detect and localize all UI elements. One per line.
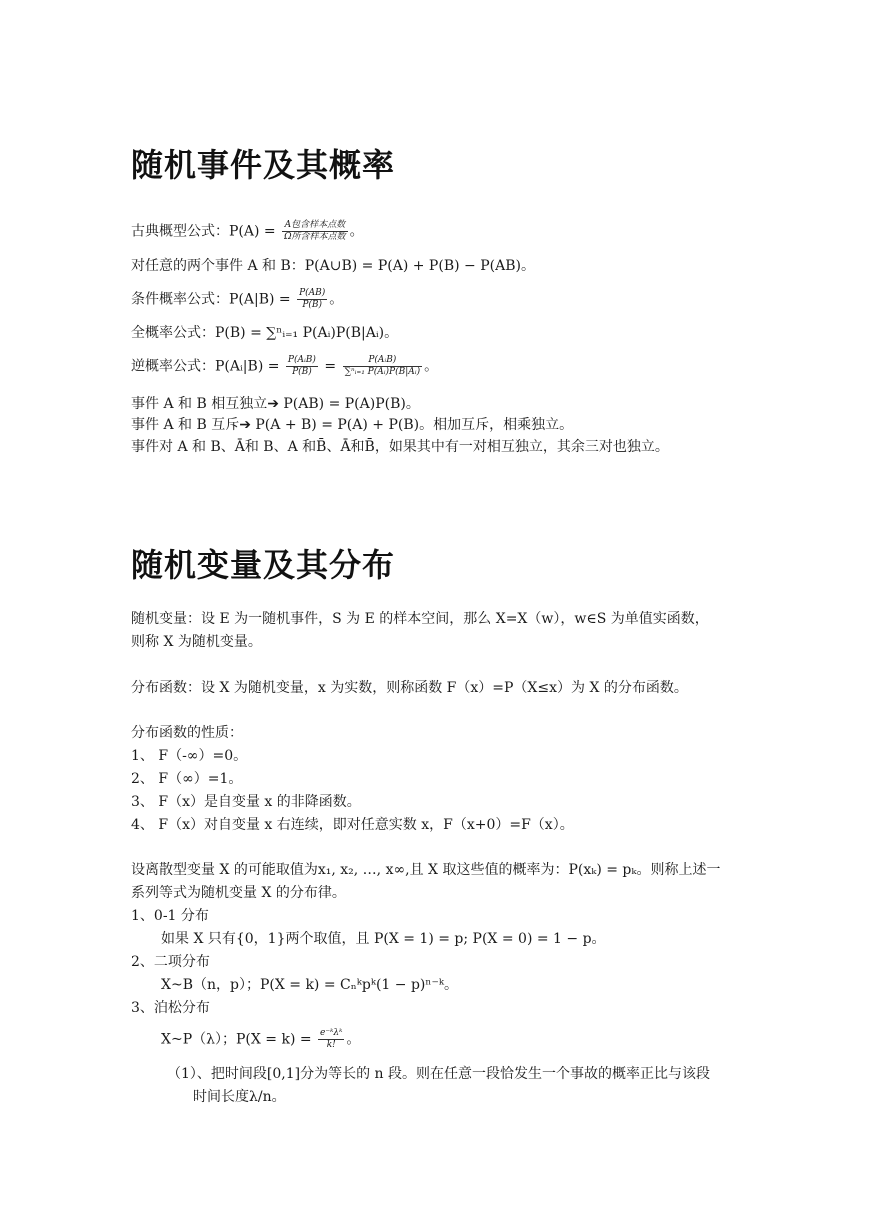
discrete-definition-line-1: 设离散型变量 X 的可能取值为x₁, x₂, …, x∞,且 X 取这些值的概率为：P(xₖ) = pₖ。则称上述一 bbox=[131, 862, 721, 878]
rv-definition-line-2: 则称 X 为随机变量。 bbox=[131, 634, 262, 650]
classical-label: 古典概型公式：P(A) = bbox=[131, 223, 281, 240]
poisson-fraction: $\frac{\text{e⁻ᵏλᵏ}}{k!}$ bbox=[320, 1028, 343, 1050]
rv-definition-line-1: 随机变量：设 E 为一随机事件，S 为 E 的样本空间，那么 X=X（w），w∈S 为单值实函数， bbox=[131, 611, 709, 627]
poisson-title: 3、泊松分布 bbox=[131, 1000, 210, 1016]
bernoulli-title: 1、0-1 分布 bbox=[131, 908, 209, 924]
poisson-note-line-2: 时间长度λ/n。 bbox=[193, 1089, 286, 1105]
cdf-properties-title: 分布函数的性质： bbox=[131, 725, 243, 741]
discrete-definition-line-2: 系列等式为随机变量 X 的分布律。 bbox=[131, 885, 346, 901]
cdf-property-2: 2、 F（∞）=1。 bbox=[131, 771, 243, 787]
cdf-property-4: 4、 F（x）对自变量 x 右连续，即对任意实数 x，F（x+0）=F（x）。 bbox=[131, 817, 574, 833]
classical-fraction: $\frac{\text{A包含样本点数}}{\text{Ω所含样本点数}}$ bbox=[284, 220, 346, 242]
cdf-property-3: 3、 F（x）是自变量 x 的非降函数。 bbox=[131, 794, 361, 810]
conditional-probability-formula: 条件概率公式：P(A|B) = $\frac{P(AB)}{P(B)}$ 。 bbox=[131, 288, 344, 310]
classical-probability-formula: 古典概型公式：P(A) = $\frac{\text{A包含样本点数}}{\text{Ω所含样本点数}}$ 。 bbox=[131, 220, 364, 242]
poisson-body: X~P（λ）；P(X = k) = $\frac{\text{e⁻ᵏλᵏ}}{k!}$ 。 bbox=[161, 1028, 361, 1050]
section-title-random-events: 随机事件及其概率 bbox=[131, 146, 396, 184]
inverse-fraction-2: $\frac{\text{P(AᵢB)}}{\text{∑ⁿᵢ₌₁ P(Aᵢ)P(B|Aᵢ)}}$ bbox=[344, 355, 421, 377]
event-pairs-line: 事件对 A 和 B、Ā和 B、A 和B̄、Ā和B̄，如果其中有一对相互独立，其余三对也独立。 bbox=[131, 439, 669, 455]
inverse-fraction-1: $\frac{\text{P(AᵢB)}}{P(B)}$ bbox=[287, 355, 316, 377]
binomial-body: X~B（n，p）；P(X = k) = Cₙᵏpᵏ(1 − p)ⁿ⁻ᵏ。 bbox=[161, 977, 458, 993]
poisson-note-line-1: （1）、把时间段[0,1]分为等长的 n 段。则在任意一段恰发生一个事故的概率正比与该段 bbox=[167, 1066, 711, 1082]
conditional-fraction: $\frac{P(AB)}{P(B)}$ bbox=[299, 288, 326, 310]
total-probability-formula: 全概率公式：P(B) = ∑ⁿᵢ₌₁ P(Aᵢ)P(B|Aᵢ)。 bbox=[131, 325, 399, 341]
bernoulli-body: 如果 X 只有{0，1}两个取值，且 P(X = 1) = p; P(X = 0) = 1 − p。 bbox=[161, 931, 606, 947]
two-events-formula: 对任意的两个事件 A 和 B：P(A∪B) = P(A) + P(B) − P(AB)。 bbox=[131, 258, 535, 274]
inverse-probability-formula: 逆概率公式：P(Aᵢ|B) = $\frac{\text{P(AᵢB)}}{P(B)}$ = $\frac{\text{P(AᵢB)}}{\text{∑ⁿᵢ₌₁ P(Aᵢ)P(B|Aᵢ)}}$ 。 bbox=[131, 355, 439, 377]
independence-line: 事件 A 和 B 相互独立➔ P(AB) = P(A)P(B)。 bbox=[131, 396, 420, 412]
binomial-title: 2、二项分布 bbox=[131, 954, 210, 970]
cdf-property-1: 1、 F（-∞）=0。 bbox=[131, 748, 248, 764]
section-title-random-variables: 随机变量及其分布 bbox=[131, 546, 396, 584]
cdf-definition: 分布函数：设 X 为随机变量，x 为实数，则称函数 F（x）=P（X≤x）为 X 的分布函数。 bbox=[131, 680, 688, 696]
exclusive-line: 事件 A 和 B 互斥➔ P(A + B) = P(A) + P(B)。相加互斥，相乘独立。 bbox=[131, 417, 574, 433]
